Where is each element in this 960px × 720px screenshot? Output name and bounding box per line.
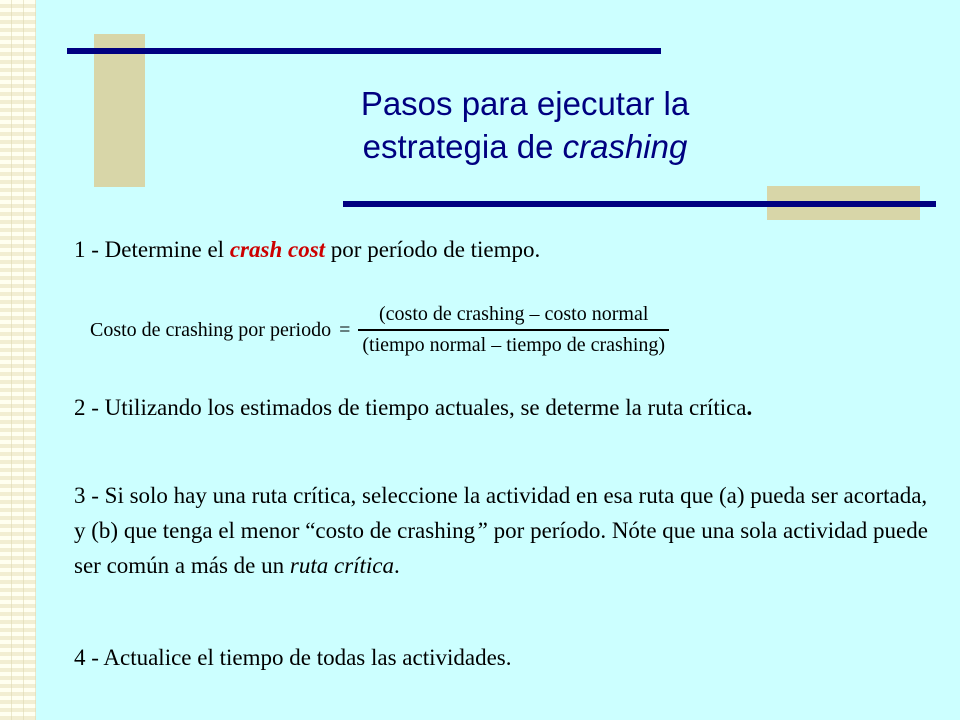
- formula-fraction: [358, 303, 669, 357]
- striped-margin: [0, 0, 36, 720]
- step-1-prefix: 1 - Determine el: [74, 237, 230, 262]
- step-2: [74, 390, 934, 425]
- step-1: [74, 237, 540, 263]
- step-2-text: 2 - Utilizando los estimados de tiempo actuales, se determe la ruta crítica: [74, 395, 747, 420]
- formula-equals: =: [339, 318, 351, 341]
- decor-block-left: [94, 34, 145, 187]
- title-line-2-italic: crashing: [562, 128, 688, 165]
- title-line-2-prefix: estrategia de: [362, 128, 563, 165]
- step-3-quote-open: “: [305, 518, 316, 543]
- title-rule-top: [67, 48, 661, 54]
- formula-numerator: (costo de crashing – costo normal: [379, 303, 649, 326]
- crash-cost-formula: [90, 298, 669, 362]
- title-rule-bottom: [343, 201, 936, 207]
- title-line-1: Pasos para ejecutar la: [360, 85, 690, 122]
- formula-lhs: Costo de crashing por periodo: [90, 318, 332, 341]
- step-2-period: .: [746, 395, 753, 420]
- step-3-quoted: costo de crashing: [315, 518, 476, 543]
- step-3-quote-close: ”: [475, 518, 488, 543]
- step-3-part-2: por período. Nóte que una sola actividad puede ser común a más de un: [74, 518, 928, 578]
- step-3-end: .: [394, 553, 400, 578]
- step-3-part-1: 3 - Si solo hay una ruta crítica, seleccione la actividad en esa ruta que (a) pueda ser acortada, y (b) que tenga el menor: [74, 483, 928, 543]
- slide-title: [240, 82, 810, 168]
- step-1-highlight: crash cost: [229, 237, 326, 262]
- title-line-2: [240, 125, 810, 168]
- step-3: [74, 478, 934, 583]
- step-1-suffix: por período de tiempo.: [325, 237, 541, 262]
- formula-denominator: (tiempo normal – tiempo de crashing): [362, 333, 666, 356]
- step-4: [74, 645, 512, 671]
- step-4-text: 4 - Actualice el tiempo de todas las actividades.: [74, 645, 512, 670]
- step-3-italic: ruta crítica: [289, 553, 395, 578]
